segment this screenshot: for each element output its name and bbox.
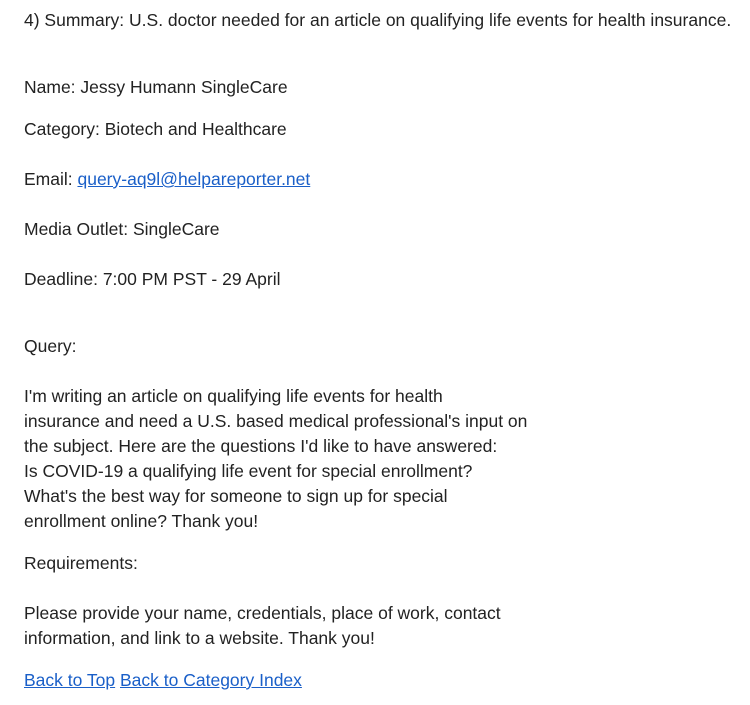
email-label: Email: [24,169,78,189]
category-value: Biotech and Healthcare [104,119,287,139]
requirements-line: Please provide your name, credentials, place of work, contact [24,603,501,623]
back-to-category-index-link[interactable]: Back to Category Index [120,670,302,690]
footer-nav [24,668,302,693]
requirements-line: information, and link to a website. Thank you! [24,628,375,648]
query-line: I'm writing an article on qualifying life events for health [24,386,443,406]
requirements-heading: Requirements: [24,553,138,573]
category-line [24,117,287,142]
query-body [24,384,544,534]
deadline-label: Deadline: [24,269,103,289]
summary-line: 4) Summary: U.S. doctor needed for an article on qualifying life events for health insurance. [24,10,732,30]
media-outlet-label: Media Outlet: [24,219,133,239]
media-outlet-value: SingleCare [132,219,220,239]
requirements-body [24,601,544,651]
media-outlet-line [24,217,220,242]
query-line: insurance and need a U.S. based medical professional's input on [24,411,528,431]
email-line [24,167,310,192]
name-line [24,75,288,100]
query-line: Is COVID-19 a qualifying life event for special enrollment? [24,461,473,481]
query-heading: Query: [24,336,77,356]
name-value: Jessy Humann SingleCare [80,77,288,97]
query-line: the subject. Here are the questions I'd like to have answered: [24,436,498,456]
name-label: Name: [24,77,81,97]
query-line: What's the best way for someone to sign up for special [24,486,448,506]
back-to-top-link[interactable]: Back to Top [24,670,116,690]
category-label: Category: [24,119,105,139]
deadline-value: 7:00 PM PST - 29 April [102,269,281,289]
email-link[interactable]: query-aq9l@helpareporter.net [77,169,311,189]
deadline-line [24,267,281,292]
query-line: enrollment online? Thank you! [24,511,259,531]
